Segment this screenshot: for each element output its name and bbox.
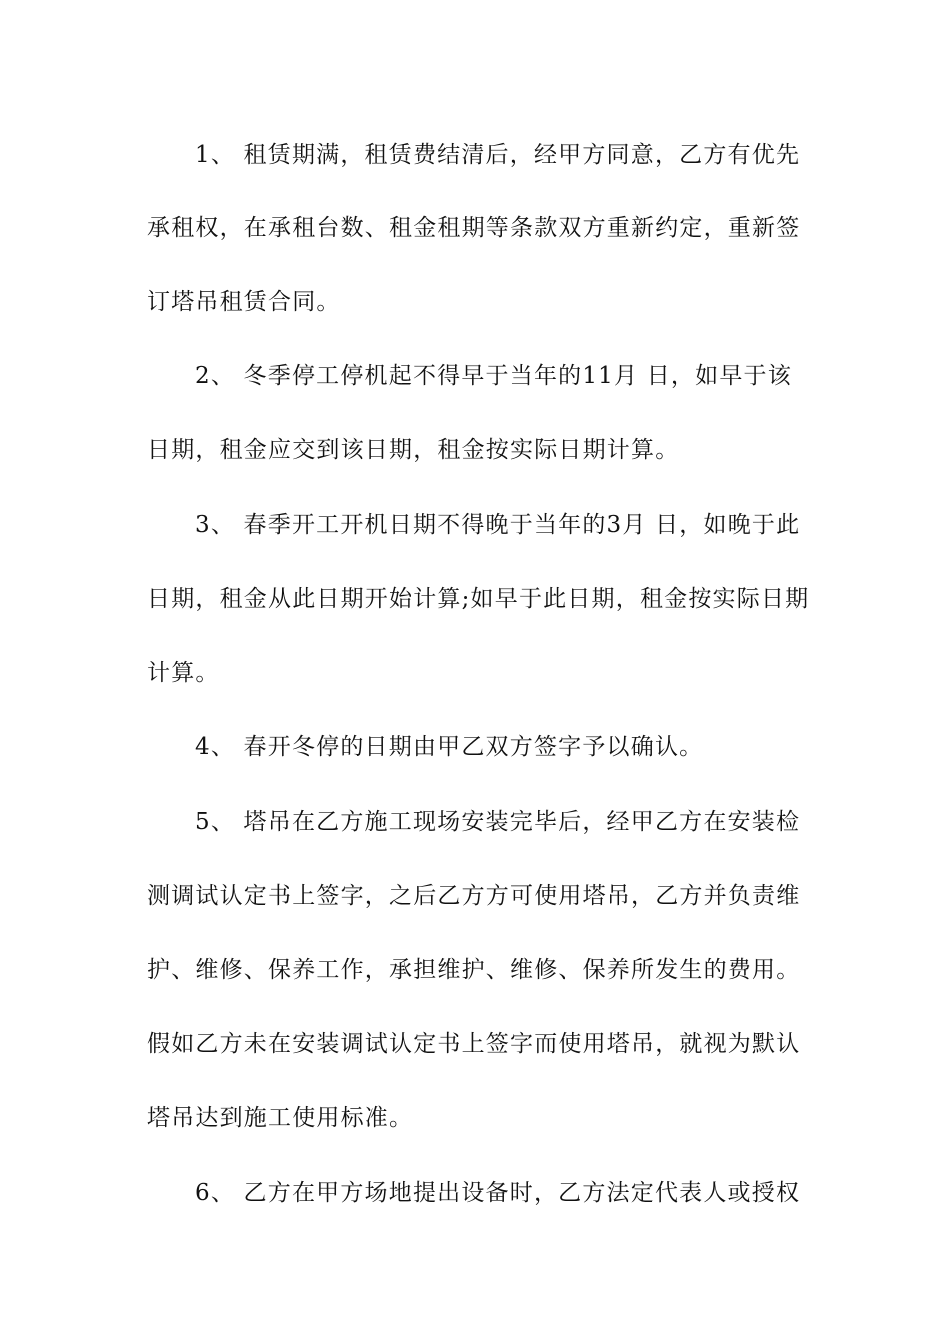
clause-5-line-4: 假如乙方未在安装调试认定书上签字而使用塔吊，就视为默认: [147, 1031, 801, 1057]
clause-5-line-2: 测调试认定书上签字，之后乙方方可使用塔吊，乙方并负责维: [147, 883, 801, 909]
clause-1-line-1: 1、 租赁期满，租赁费结清后，经甲方同意，乙方有优先: [195, 142, 801, 168]
clause-2-line-1: 2、 冬季停工停机起不得早于当年的11月 日，如早于该: [195, 363, 792, 389]
clause-4-line-1: 4、 春开冬停的日期由甲乙双方签字予以确认。: [195, 734, 704, 760]
clause-6-line-1: 6、 乙方在甲方场地提出设备时，乙方法定代表人或授权: [195, 1180, 801, 1206]
clause-1-line-2: 承租权，在承租台数、租金租期等条款双方重新约定，重新签: [147, 215, 801, 241]
clause-5-line-1: 5、 塔吊在乙方施工现场安装完毕后，经甲乙方在安装检: [195, 809, 801, 835]
clause-1-line-3: 订塔吊租赁合同。: [147, 289, 341, 315]
clause-5-line-5: 塔吊达到施工使用标准。: [147, 1105, 414, 1131]
clause-3-line-2: 日期，租金从此日期开始计算;如早于此日期，租金按实际日期: [147, 586, 810, 612]
clause-3-line-1: 3、 春季开工开机日期不得晚于当年的3月 日，如晚于此: [195, 512, 801, 538]
clause-3-line-3: 计算。: [147, 660, 220, 686]
clause-2-line-2: 日期，租金应交到该日期，租金按实际日期计算。: [147, 437, 680, 463]
clause-5-line-3: 护、维修、保养工作，承担维护、维修、保养所发生的费用。: [147, 957, 801, 983]
